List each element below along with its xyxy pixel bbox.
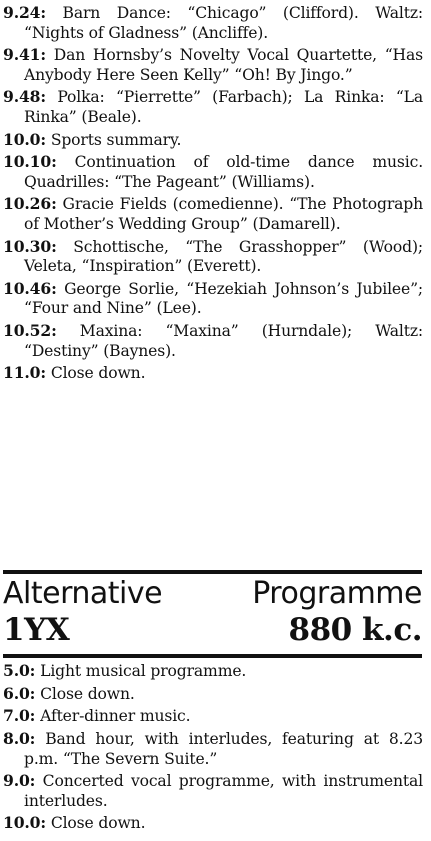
entry-text: Barn Dance: “Chicago” (Clifford). Waltz: “Nights of Gladness” (Ancliffe). [24,4,423,42]
listing-entry [3,661,423,682]
entry-time: 10.46: [3,278,57,298]
entry-time: 8.0: [3,729,36,749]
entry-time: 6.0: [3,683,36,703]
listing-entry [3,771,423,811]
entry-time: 9.48: [3,87,46,107]
entry-text: Gracie Fields (comedienne). “The Photograph of Mother’s Wedding Group” (Damarell). [24,195,424,233]
entry-time: 11.0: [3,363,46,383]
entry-text: George Sorlie, “Hezekiah Johnson’s Jubilee”; “Four and Nine” (Lee). [24,279,423,318]
listing-entry [3,813,423,834]
station-frequency: 880 k.c. [288,612,422,648]
programme-title: Programme [252,576,422,611]
listing-entry [3,279,423,319]
alternative-title: Alternative [3,576,163,611]
entry-text: Maxina: “Maxina” (Hurndale); Waltz: “Destiny” (Baynes). [24,322,423,360]
entry-time: 7.0: [3,706,36,726]
entry-text: Light musical programme. [40,662,247,680]
entry-text: Close down. [40,684,135,703]
listing-entry [3,194,423,234]
entry-time: 10.30: [3,236,57,256]
entry-text: Band hour, with interludes, featuring at 8.23 p.m. “The Severn Suite.” [24,730,423,768]
entry-time: 9.24: [3,3,46,22]
listing-entry [3,45,423,85]
listing-entry [3,684,423,705]
listing-entry [3,237,423,277]
alternative-programme-header [3,577,422,653]
main-programme-listing [3,3,423,386]
entry-text: Close down. [50,364,146,383]
alternative-programme-listing [3,661,423,836]
entry-time: 10.26: [3,194,57,214]
listing-entry [3,321,423,361]
listing-entry [3,729,423,769]
entry-text: Sports summary. [50,130,182,149]
entry-text: Polka: “Pierrette” (Farbach); La Rinka: “La Rinka” (Beale). [24,88,423,126]
entry-time: 10.0: [3,129,46,149]
entry-time: 9.41: [3,45,46,65]
entry-text: Concerted vocal programme, with instrumental interludes. [24,772,423,810]
listing-entry [3,152,423,192]
listing-entry [3,3,423,43]
listing-entry [3,87,423,127]
section-divider-bottom [3,654,422,658]
station-call-sign: 1YX [3,612,70,648]
entry-time: 5.0: [3,661,36,680]
entry-time: 10.52: [3,321,57,340]
entry-text: Schottische, “The Grasshopper” (Wood); Veleta, “Inspiration” (Everett). [24,237,423,276]
entry-time: 10.10: [3,152,57,172]
listing-entry [3,130,423,151]
entry-time: 9.0: [3,771,36,791]
listing-entry [3,706,423,727]
listing-entry [3,363,423,384]
entry-text: Continuation of old-time dance music. Quadrilles: “The Pageant” (Williams). [24,153,424,191]
entry-text: Dan Hornsby’s Novelty Vocal Quartette, “Has Anybody Here Seen Kelly” “Oh! By Jingo.” [24,46,423,84]
section-divider-top [3,570,422,574]
entry-text: Close down. [50,814,146,833]
entry-time: 10.0: [3,813,46,833]
entry-text: After-dinner music. [40,707,191,726]
